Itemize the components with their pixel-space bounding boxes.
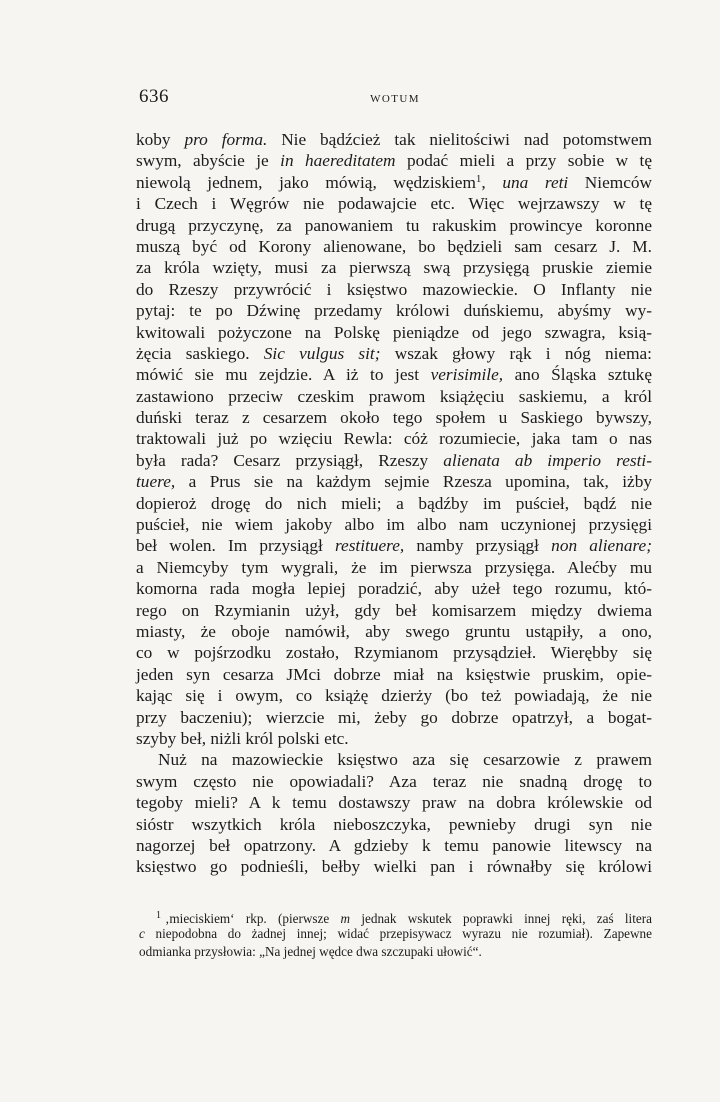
- italic-phrase: pro forma.: [184, 130, 268, 149]
- text-run: żęcia saskiego.: [136, 343, 264, 363]
- italic-phrase: verisimile,: [430, 365, 504, 385]
- text-run: traktowali już po wzięciu Rewla: cóż rozumiecie, jaka tam o nas: [136, 429, 652, 449]
- text-run: wszak głowy rąk i nóg niema:: [380, 343, 652, 363]
- italic-phrase: alienata ab imperio resti-: [443, 450, 652, 470]
- italic-phrase: c: [139, 926, 145, 941]
- text-run: za króla wzięty, musi za pierwszą swą przysięgą pruskie ziemie: [136, 258, 652, 278]
- text-run: co w pojśrzodku zostało, Rzymianom przysądzieł. Wierębby się: [136, 643, 652, 663]
- text-run: podać mieli a przy sobie w tę: [395, 151, 653, 171]
- text-line: [136, 707, 652, 728]
- text-run: niepodobna do żadnej innej; widać przepisywacz wyrazu nie rozumiał). Zapewne: [144, 926, 652, 941]
- text-run: Nuż na mazowieckie księstwo aza się cesarzowie z prawem: [158, 750, 652, 770]
- text-run: nagorzej beł opatrzony. A gdzieby k temu panowie litewscy na: [136, 835, 652, 855]
- text-run: sióstr wszytkich króla nieboszczyka, pewnieby drugi syn nie: [136, 814, 652, 834]
- text-line: [136, 343, 652, 364]
- text-line: [136, 450, 652, 471]
- italic-phrase: m: [340, 911, 351, 926]
- text-line: [136, 685, 652, 706]
- text-run: pytaj: te po Dźwinę przedamy królowi duńskiemu, abyśmy wy-: [136, 301, 652, 321]
- text-run: komorna rada mogła lepiej poradzić, aby użeł tego rozumu, któ-: [136, 579, 652, 599]
- text-line: [136, 856, 652, 877]
- text-line: [136, 749, 652, 770]
- text-line: [136, 471, 652, 492]
- text-run: tegoby mieli? A k temu dostawszy praw na dobra królewskie od: [136, 793, 652, 813]
- text-line: [139, 943, 652, 961]
- text-run: dopieroż drogę do nich mieli; a bądźby im puścieł, bądź nie: [136, 493, 652, 513]
- text-run: swym, abyście je: [136, 151, 281, 171]
- text-line: [136, 257, 652, 278]
- text-run: odmianka przysłowia: „Na jednej wędce dwa szczupaki ułowić“.: [139, 944, 482, 959]
- text-line: [136, 792, 652, 813]
- text-line: [136, 835, 652, 856]
- text-line: [136, 236, 652, 257]
- text-run: ,: [481, 172, 503, 192]
- text-run: miasty, że oboje namówił, aby swego gruntu ustąpiły, a ono,: [136, 621, 652, 641]
- text-line: [136, 322, 652, 343]
- italic-phrase: restituere,: [334, 536, 405, 556]
- text-run: namby przysiągł: [404, 536, 552, 556]
- text-run: muszą być od Korony alienowane, bo będzieli sam cesarz J. M.: [136, 236, 652, 256]
- text-line: [136, 193, 652, 214]
- text-line: [136, 600, 652, 621]
- text-line: [136, 386, 652, 407]
- text-line: [136, 664, 652, 685]
- text-line: [136, 728, 652, 749]
- text-run: niewolą jednem, jako mówią, wędziskiem: [136, 172, 476, 192]
- text-run: ‚mieciskiem‘ rkp. (pierwsze: [165, 911, 341, 926]
- text-line: [136, 300, 652, 321]
- text-line: [136, 578, 652, 599]
- text-run: Niemców: [568, 172, 652, 192]
- text-run: mówić sie mu zejdzie. A iż to jest: [136, 365, 431, 385]
- page-number: 636: [139, 86, 169, 107]
- text-line: [136, 150, 652, 171]
- text-run: i Czech i Węgrów nie podawajcie etc. Więc wejrzawszy w tę: [136, 194, 652, 214]
- text-line: [136, 557, 652, 578]
- text-run: swym często nie opowiadali? Aza teraz nie snadną drogę to: [136, 771, 652, 791]
- text-line: [136, 428, 652, 449]
- text-run: koby: [136, 130, 185, 149]
- text-line: [136, 493, 652, 514]
- text-run: zastawiono przeciw czeskim prawom książęciu saskiemu, a król: [136, 386, 652, 406]
- text-run: do Rzeszy przywrócić i księstwo mazowieckie. O Inflanty nie: [136, 279, 652, 299]
- text-run: kając się i owym, co książę dzierży (bo też powiadają, że nie: [136, 686, 652, 706]
- text-run: Nie bądźcież tak nielitościwi nad potomstwem: [267, 130, 652, 149]
- text-run: duński teraz z cesarzem około tego społem u Saskiego bywszy,: [136, 408, 652, 428]
- text-line: [136, 814, 652, 835]
- text-run: była rada? Cesarz przysiągł, Rzeszy: [136, 450, 444, 470]
- text-line: [136, 129, 652, 150]
- text-line: [136, 172, 652, 193]
- text-line: [136, 771, 652, 792]
- italic-phrase: Sic vulgus sit;: [263, 343, 381, 363]
- italic-phrase: in haereditatem: [280, 151, 396, 171]
- italic-phrase: non alienare;: [551, 536, 652, 556]
- text-run: ano Śląska sztukę: [503, 365, 652, 385]
- text-line: [136, 407, 652, 428]
- text-line: [136, 621, 652, 642]
- text-run: szyby beł, niżli król polski etc.: [136, 728, 349, 748]
- footnote: [139, 907, 652, 961]
- text-run: drugą przyczynę, za panowaniem tu rakuskim prowincye koronne: [136, 215, 652, 235]
- footnote-marker: 1: [156, 910, 161, 921]
- text-line: [136, 535, 652, 556]
- text-run: przy baczeniu); wierzcie mi, żeby go dobrze opatrzył, a bogat-: [136, 707, 652, 727]
- text-run: a Prus sie na każdym sejmie Rzesza upomina, tak, iżby: [175, 472, 652, 492]
- text-run: jeden syn cesarza JMci dobrze miał na księstwie pruskim, opie-: [136, 664, 652, 684]
- italic-phrase: tuere,: [136, 472, 176, 492]
- text-run: jednak wskutek poprawki innej ręki, zaś litera: [350, 911, 652, 926]
- text-line: [136, 279, 652, 300]
- text-run: rego on Rzymianin użył, gdy beł komisarzem między dwiema: [136, 600, 652, 620]
- running-head: WOTUM: [370, 93, 420, 105]
- body-text: [136, 129, 652, 878]
- footnote-reference: 1: [475, 172, 482, 185]
- text-line: [136, 215, 652, 236]
- text-line: [136, 364, 652, 385]
- text-run: beł wolen. Im przysiągł: [136, 536, 335, 556]
- text-run: księstwo go podnieśli, bełby wielki pan i równałby się królowi: [136, 857, 652, 877]
- text-run: puścieł, nie wiem jakoby albo im albo nam uczynionej przysięgi: [136, 515, 652, 535]
- text-run: a Niemcyby tym wygrali, że im pierwsza przysięga. Alećby mu: [136, 557, 652, 577]
- text-run: kwitowali pożyczone na Polskę pieniądze od jego szwagra, ksią-: [136, 322, 652, 342]
- text-line: [136, 642, 652, 663]
- text-line: [156, 907, 652, 925]
- text-line: [139, 925, 652, 943]
- italic-phrase: una reti: [502, 172, 569, 192]
- text-line: [136, 514, 652, 535]
